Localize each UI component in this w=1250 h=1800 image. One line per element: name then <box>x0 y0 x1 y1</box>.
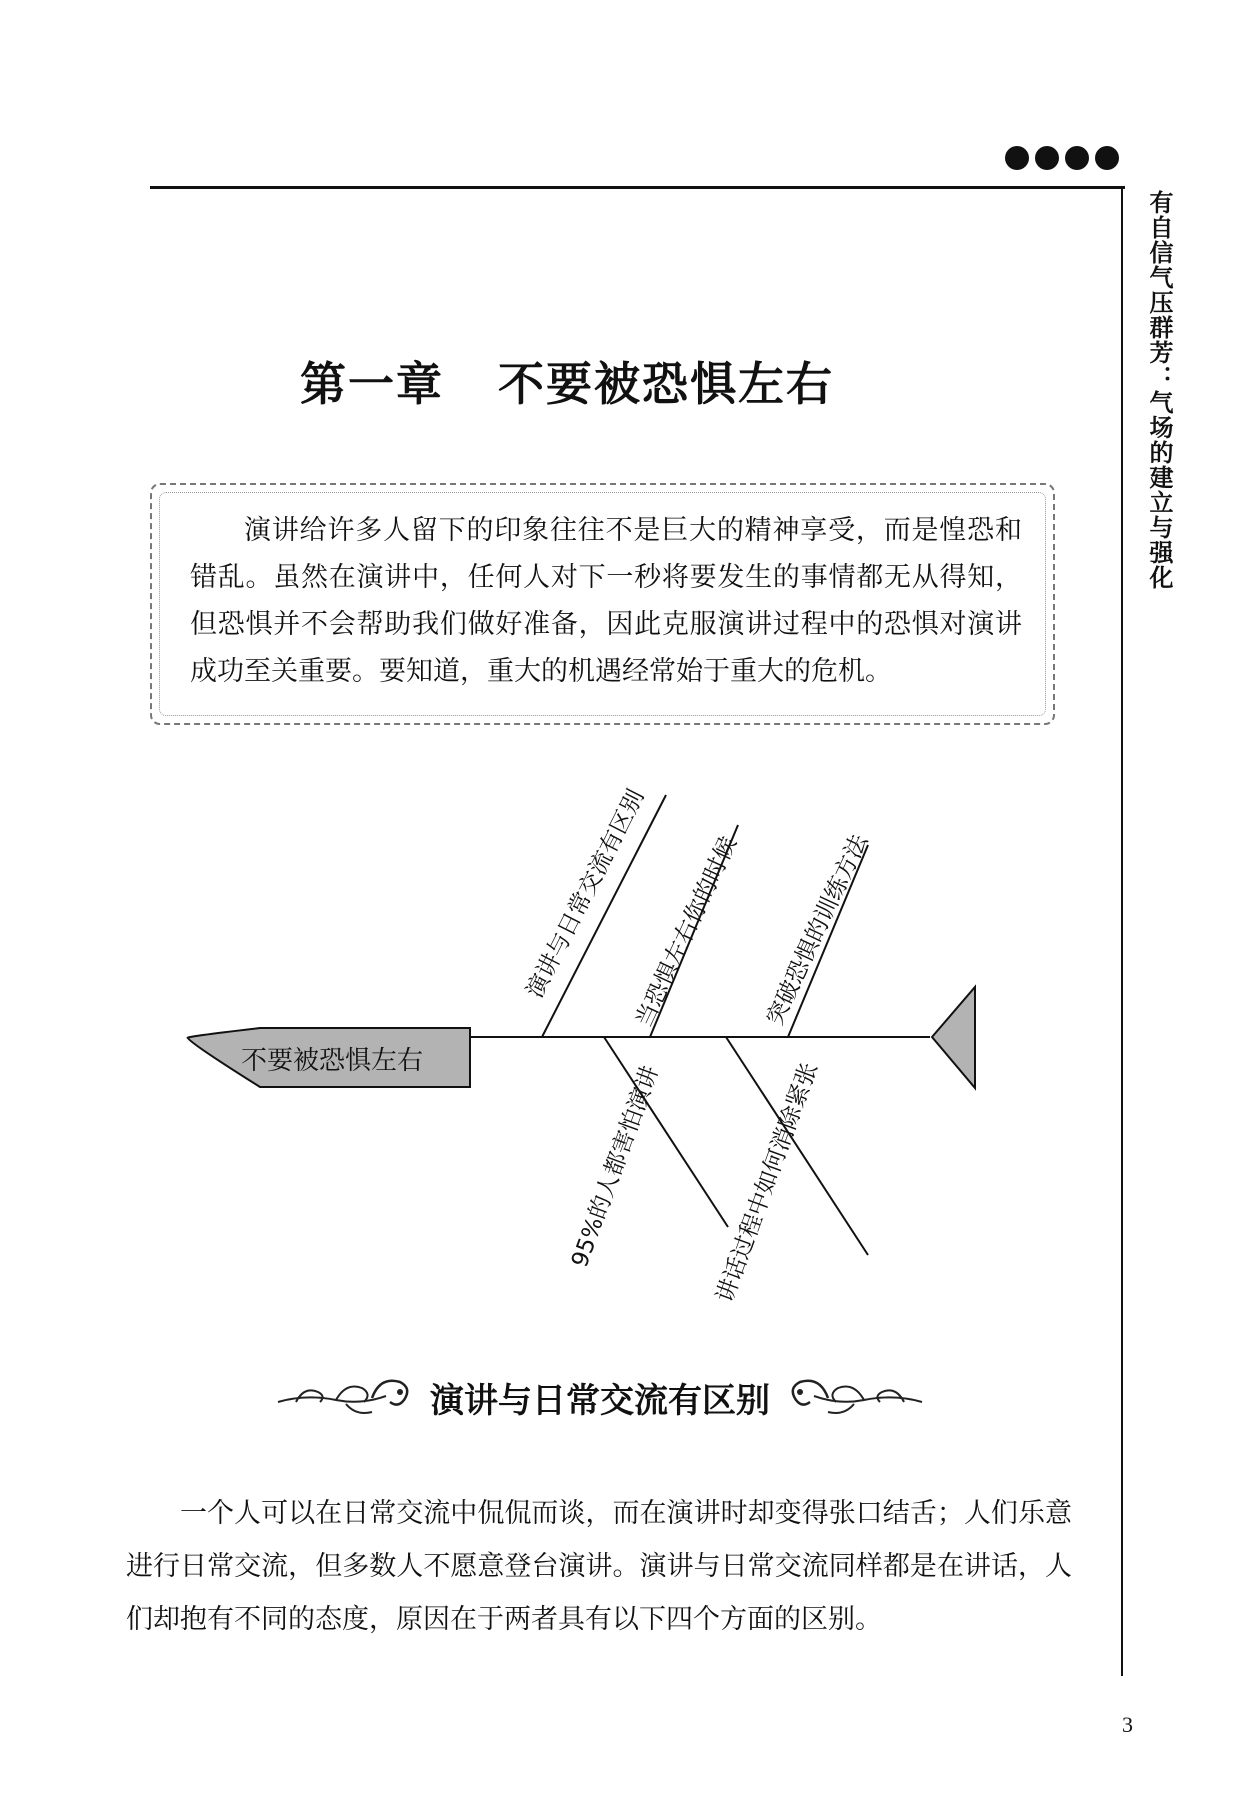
header-dot <box>1095 146 1119 170</box>
intro-text: 演讲给许多人留下的印象往往不是巨大的精神享受，而是惶恐和错乱。虽然在演讲中，任何人对下一秒将要发生的事情都无从得知，但恐惧并不会帮助我们做好准备，因此克服演讲过程中的恐惧对演讲成功至关重要。要知道，重大的机遇经常始于重大的危机。 <box>190 515 1022 687</box>
side-rule <box>1121 186 1123 1676</box>
section-title: 演讲与日常交流有区别 <box>430 1380 770 1421</box>
fishbone-lower-branch-label: 讲话过程中如何消除紧张 <box>711 1059 823 1306</box>
header-rule <box>150 186 1125 189</box>
intro-box <box>150 483 1055 725</box>
header-dots-decoration <box>1005 146 1119 170</box>
page-number: 3 <box>1122 1712 1133 1737</box>
chapter-name: 不要被恐惧左右 <box>498 357 834 411</box>
fishbone-head-label: 不要被恐惧左右 <box>240 1046 424 1076</box>
fishbone-tail <box>932 987 975 1088</box>
header-dot <box>1065 146 1089 170</box>
chapter-number: 第一章 <box>300 357 444 411</box>
fishbone-diagram <box>180 775 1010 1315</box>
fishbone-upper-branch-label: 当恐惧左右你的时候 <box>631 832 743 1032</box>
section-body-text: 一个人可以在日常交流中侃侃而谈，而在演讲时却变得张口结舌；人们乐意进行日常交流，但多数人不愿意登台演讲。演讲与日常交流同样都是在讲话，人们却抱有不同的态度，原因在于两者具有以下四个方面的区别。 <box>126 1498 1072 1635</box>
header-dot <box>1005 146 1029 170</box>
fishbone-upper-branch-label: 演讲与日常交流有区别 <box>521 785 650 1003</box>
fishbone-upper-branch-label: 突破恐惧的训练方法 <box>762 830 874 1030</box>
right-flourish-icon <box>784 1372 924 1422</box>
header-dot <box>1035 146 1059 170</box>
chapter-title <box>300 348 834 414</box>
left-flourish-icon <box>276 1372 416 1422</box>
section-heading <box>260 1362 940 1432</box>
running-title: 有自信气压群芳：气场的建立与强化 <box>1145 190 1174 590</box>
fishbone-lower-branch-label: 95%的人都害怕演讲 <box>566 1062 664 1271</box>
